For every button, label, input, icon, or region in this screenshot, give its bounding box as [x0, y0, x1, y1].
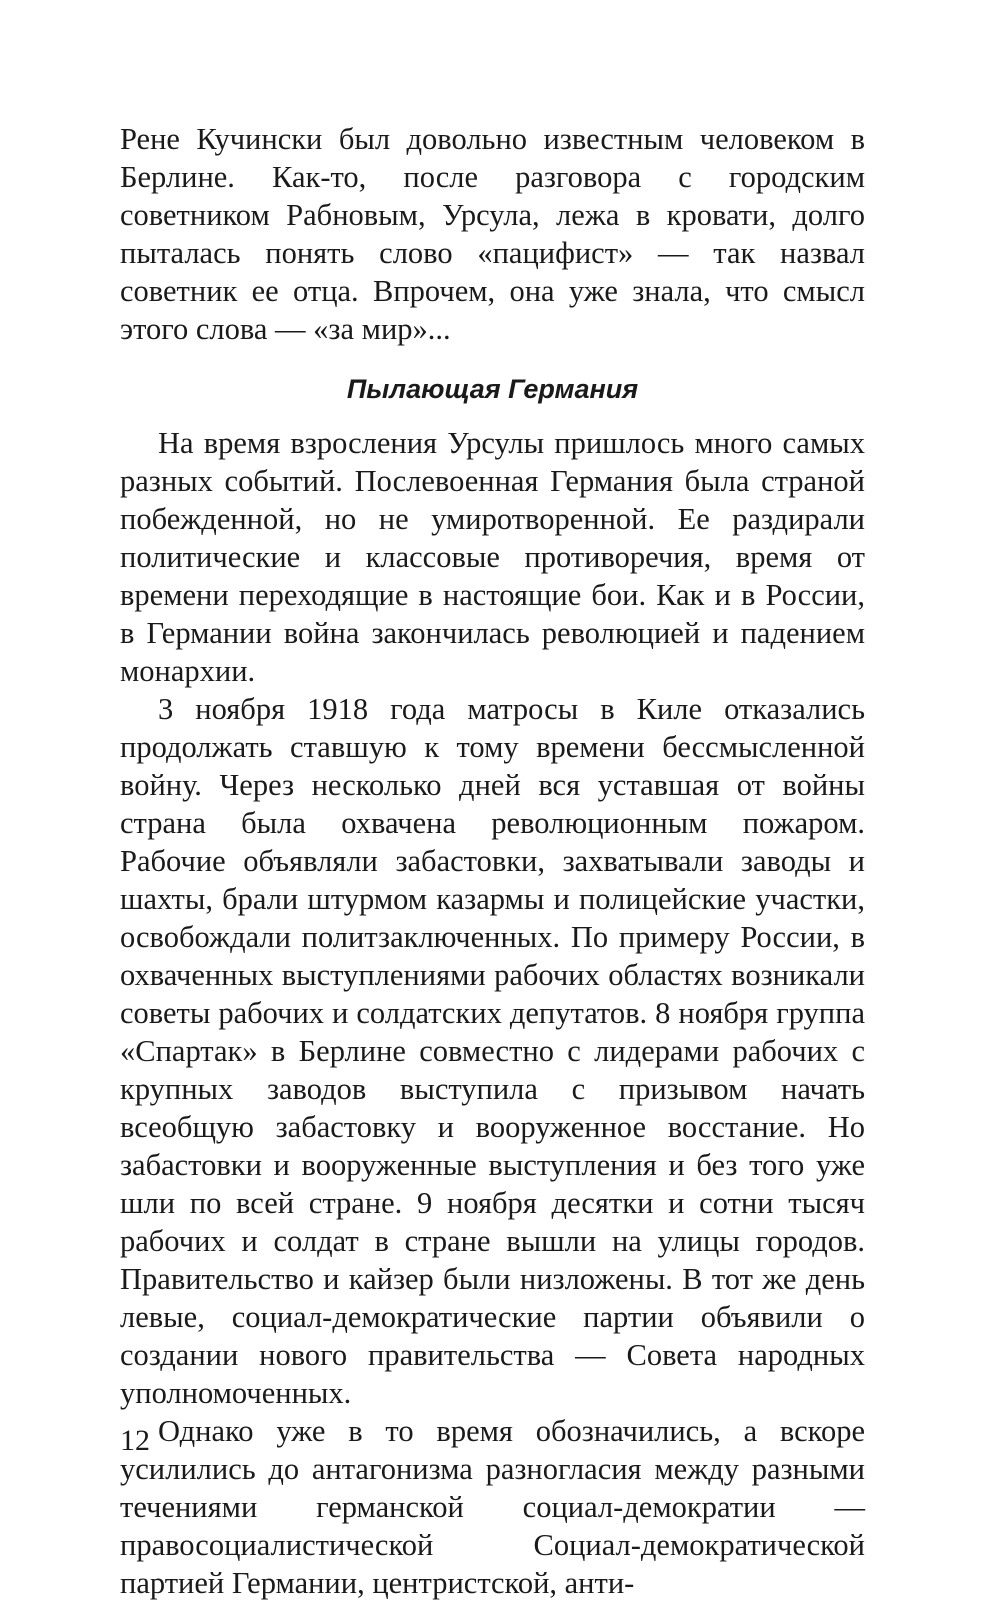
paragraph-1: На время взросления Урсулы пришлось много самых разных событий. Послевоенная Германия была страной побежденной, но не умиротворенной. Ее раздирали политические и классовые противоречия, время от времени переходящие в настоящие бои. Как и в России, в Германии война закончилась революцией и падением монархии. — [120, 426, 865, 688]
paragraph-2: 3 ноября 1918 года матросы в Киле отказались продолжать ставшую к тому времени бессмысленной войну. Через несколько дней вся уставшая от войны страна была охвачена революционным пожаром. Рабочие объявляли забастовки, захватывали заводы и шахты, брали штурмом казармы и полицейские участки, освобождали политзаключенных. По примеру России, в охваченных выступлениями рабочих областях возникали советы рабочих и солдатских депутатов. 8 ноября группа «Спартак» в Берлине совместно с лидерами рабочих с крупных заводов выступила с призывом начать всеобщую забастовку и вооруженное восстание. Но забастовки и вооруженные выступления и без того уже шли по всей стране. 9 ноября десятки и сотни тысяч рабочих и солдат в стране вышли на улицы городов. Правительство и кайзер были низложены. В тот же день левые, социал-демократические партии объявили о создании нового правительства — Совета народных уполномоченных. — [120, 692, 865, 1410]
page-number: 12 — [120, 1424, 150, 1457]
intro-paragraph: Рене Кучински был довольно известным человеком в Берлине. Как-то, после разговора с городским советником Рабновым, Урсула, лежа в кровати, долго пыталась понять слово «пацифист» — так назвал советник ее отца. Впрочем, она уже знала, что смысл этого слова — «за мир»... — [120, 122, 865, 346]
paragraph-3: Однако уже в то время обозначились, а вскоре усилились до антагонизма разногласия между разными течениями германской социал-демократии — правосоциалистической Социал-демократической партией Германии, центристской, анти- — [120, 1414, 865, 1600]
page-body — [120, 120, 865, 1602]
section-heading: Пылающая Германия — [346, 374, 639, 404]
